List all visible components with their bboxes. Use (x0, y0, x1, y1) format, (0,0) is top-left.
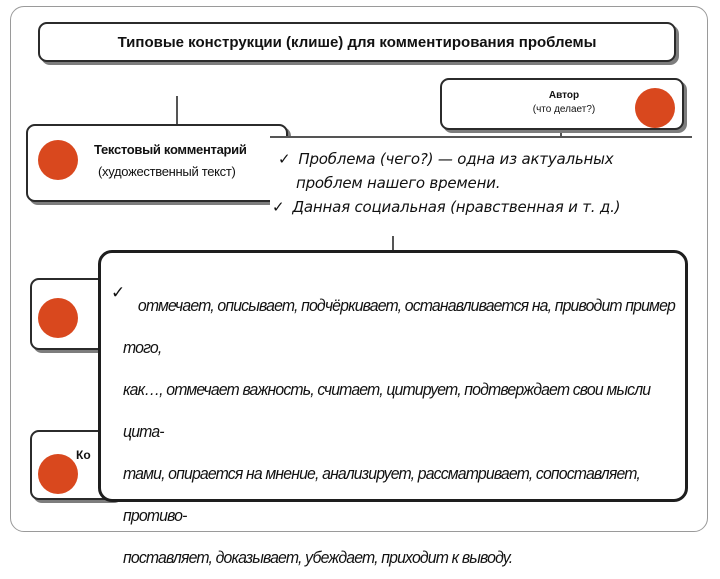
verbs-line-2: как…, отмечает важность, считает, цитирует, подтверждает свои мысли цита- (123, 380, 651, 441)
comment-card (26, 124, 291, 202)
author-card-title: Автор (548, 90, 580, 101)
author-card (440, 78, 684, 130)
title-box (38, 22, 676, 62)
check-mark-icon: ✓ (272, 198, 285, 216)
problem-line (296, 174, 500, 192)
problem-panel (270, 136, 692, 236)
page-title: Типовые конструкции (клише) для комментирования проблемы (117, 34, 597, 51)
comment-card-subtitle: (художественный текст) (98, 164, 236, 179)
verbs-panel (98, 250, 688, 567)
problem-line-1: Проблема (чего?) — одна из актуальных (298, 150, 614, 168)
red-circle-icon (38, 140, 78, 180)
check-mark-icon: ✓ (111, 283, 126, 302)
connector-line (176, 96, 178, 124)
problem-line-2: проблем нашего времени. (296, 174, 501, 192)
red-circle-icon (38, 298, 78, 338)
verbs-text (123, 285, 681, 579)
verbs-line-1: отмечает, описывает, подчёркивает, останавливается на, приводит пример того, (123, 296, 675, 357)
card-label-fragment: Ко (76, 448, 91, 462)
problem-line-3: Данная социальная (нравственная и т. д.) (292, 198, 621, 216)
problem-line (278, 150, 613, 168)
verbs-line-4: поставляет, доказывает, убеждает, приходит к выводу. (123, 548, 513, 567)
author-card-subtitle: (что делает?) (532, 104, 596, 115)
red-circle-icon (38, 454, 78, 494)
red-circle-icon (635, 88, 675, 128)
comment-card-title: Текстовый комментарий (94, 142, 247, 157)
problem-line (272, 198, 620, 216)
verbs-line-3: тами, опирается на мнение, анализирует, рассматривает, сопоставляет, противо- (123, 464, 640, 525)
check-mark-icon: ✓ (278, 150, 291, 168)
